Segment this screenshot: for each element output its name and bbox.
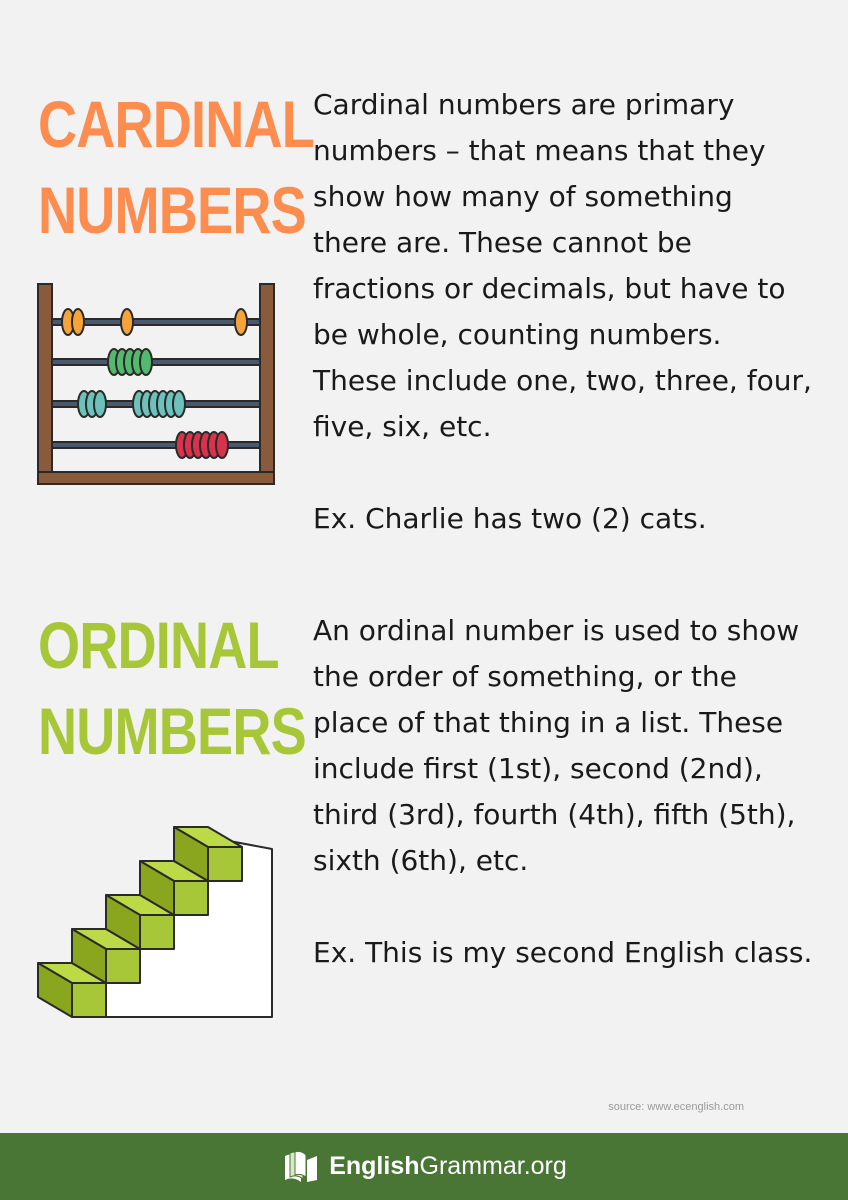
- ordinal-description-block: [313, 608, 813, 976]
- ordinal-title: [38, 603, 306, 775]
- staircase-icon: [36, 825, 276, 1020]
- abacus-icon: [36, 282, 278, 488]
- cardinal-description-block: [313, 82, 813, 542]
- ordinal-title-line1: ORDINAL: [38, 608, 279, 682]
- brand-name-bold: English: [329, 1152, 420, 1180]
- brand-link[interactable]: [281, 1150, 567, 1184]
- cardinal-title-line2: NUMBERS: [38, 172, 306, 247]
- ordinal-description: An ordinal number is used to show the order of something, or the place of that thing in a list. These include first (1st), second (2nd), third (3rd), fourth (4th), fifth (5th), sixth (6th), etc.: [313, 614, 800, 877]
- brand-name-regular: Grammar.org: [419, 1152, 567, 1180]
- ordinal-example: Ex. This is my second English class.: [313, 936, 813, 969]
- cardinal-example: Ex. Charlie has two (2) cats.: [313, 502, 707, 535]
- cardinal-description: Cardinal numbers are primary numbers – that means that they show how many of something there are. These cannot be fractions or decimals, but have to be whole, counting numbers. These include one, two, three, four, five, six, etc.: [313, 88, 812, 443]
- source-credit: source: www.ecenglish.com: [608, 1101, 744, 1113]
- cardinal-title-line1: CARDINAL: [38, 87, 315, 161]
- ordinal-title-line2: NUMBERS: [38, 693, 306, 768]
- book-logo-icon: [281, 1150, 321, 1184]
- cardinal-title: [38, 82, 314, 254]
- footer-bar: [0, 1133, 848, 1200]
